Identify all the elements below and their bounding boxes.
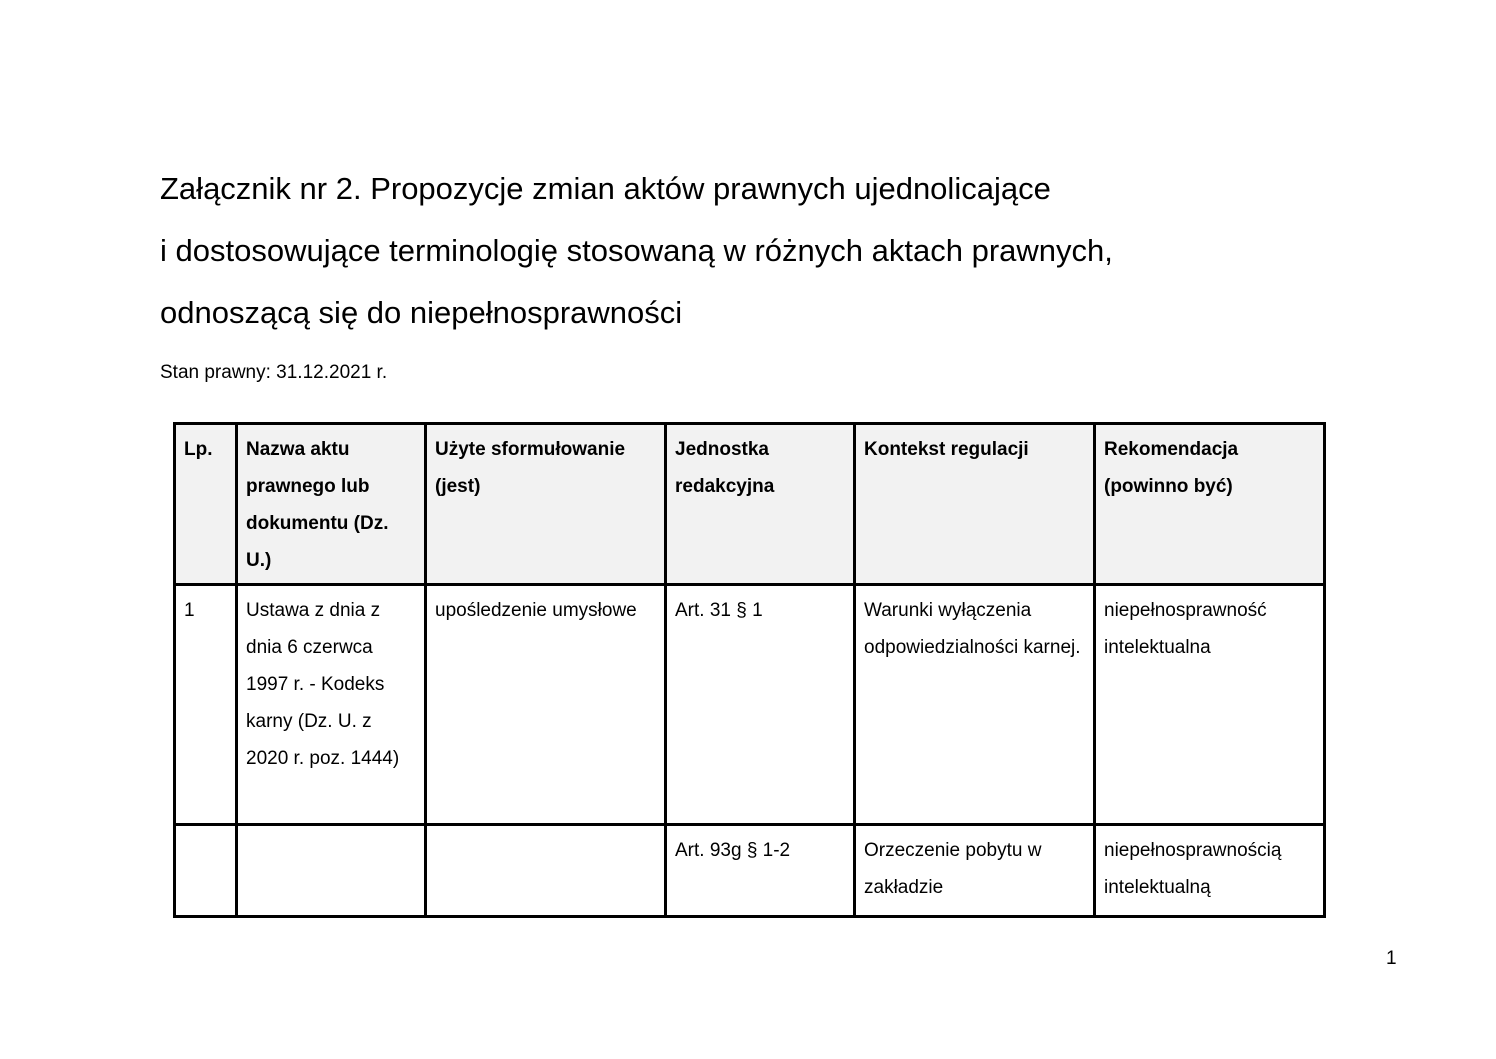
cell-used-term: upośledzenie umysłowe: [426, 585, 666, 825]
table-body: [175, 585, 1325, 917]
title-line-3: odnoszącą się do niepełnosprawności: [160, 295, 683, 330]
recommendations-table: [173, 422, 1326, 918]
cell-act-name: Ustawa z dnia z dnia 6 czerwca 1997 r. - Kodeks karny (Dz. U. z 2020 r. poz. 1444): [237, 585, 426, 825]
header-lp: Lp.: [175, 424, 237, 585]
document-title: [160, 158, 1360, 344]
cell-used-term: [426, 825, 666, 917]
cell-editorial-unit: Art. 31 § 1: [666, 585, 855, 825]
header-used-term: Użyte sformułowanie (jest): [426, 424, 666, 585]
legal-state-date: Stan prawny: 31.12.2021 r.: [160, 362, 388, 383]
cell-lp: [175, 825, 237, 917]
title-line-2: i dostosowujące terminologię stosowaną w różnych aktach prawnych,: [160, 233, 1113, 268]
cell-recommendation: niepełnosprawnością intelektualną: [1095, 825, 1325, 917]
table-row: [175, 825, 1325, 917]
header-regulation-context: Kontekst regulacji: [855, 424, 1095, 585]
cell-act-name: [237, 825, 426, 917]
table-row: [175, 585, 1325, 825]
title-line-1: Załącznik nr 2. Propozycje zmian aktów prawnych ujednolicające: [160, 171, 1051, 206]
cell-regulation-context: Warunki wyłączenia odpowiedzialności karnej.: [855, 585, 1095, 825]
header-recommendation: Rekomendacja (powinno być): [1095, 424, 1325, 585]
cell-editorial-unit: Art. 93g § 1-2: [666, 825, 855, 917]
cell-lp: 1: [175, 585, 237, 825]
recommendations-table-container: [173, 422, 1326, 918]
page-number: 1: [1386, 948, 1397, 969]
header-editorial-unit: Jednostka redakcyjna: [666, 424, 855, 585]
header-act-name: Nazwa aktu prawnego lub dokumentu (Dz. U.): [237, 424, 426, 585]
table-header: [175, 424, 1325, 585]
cell-regulation-context: Orzeczenie pobytu w zakładzie: [855, 825, 1095, 917]
cell-recommendation: niepełnosprawność intelektualna: [1095, 585, 1325, 825]
table-header-row: [175, 424, 1325, 585]
